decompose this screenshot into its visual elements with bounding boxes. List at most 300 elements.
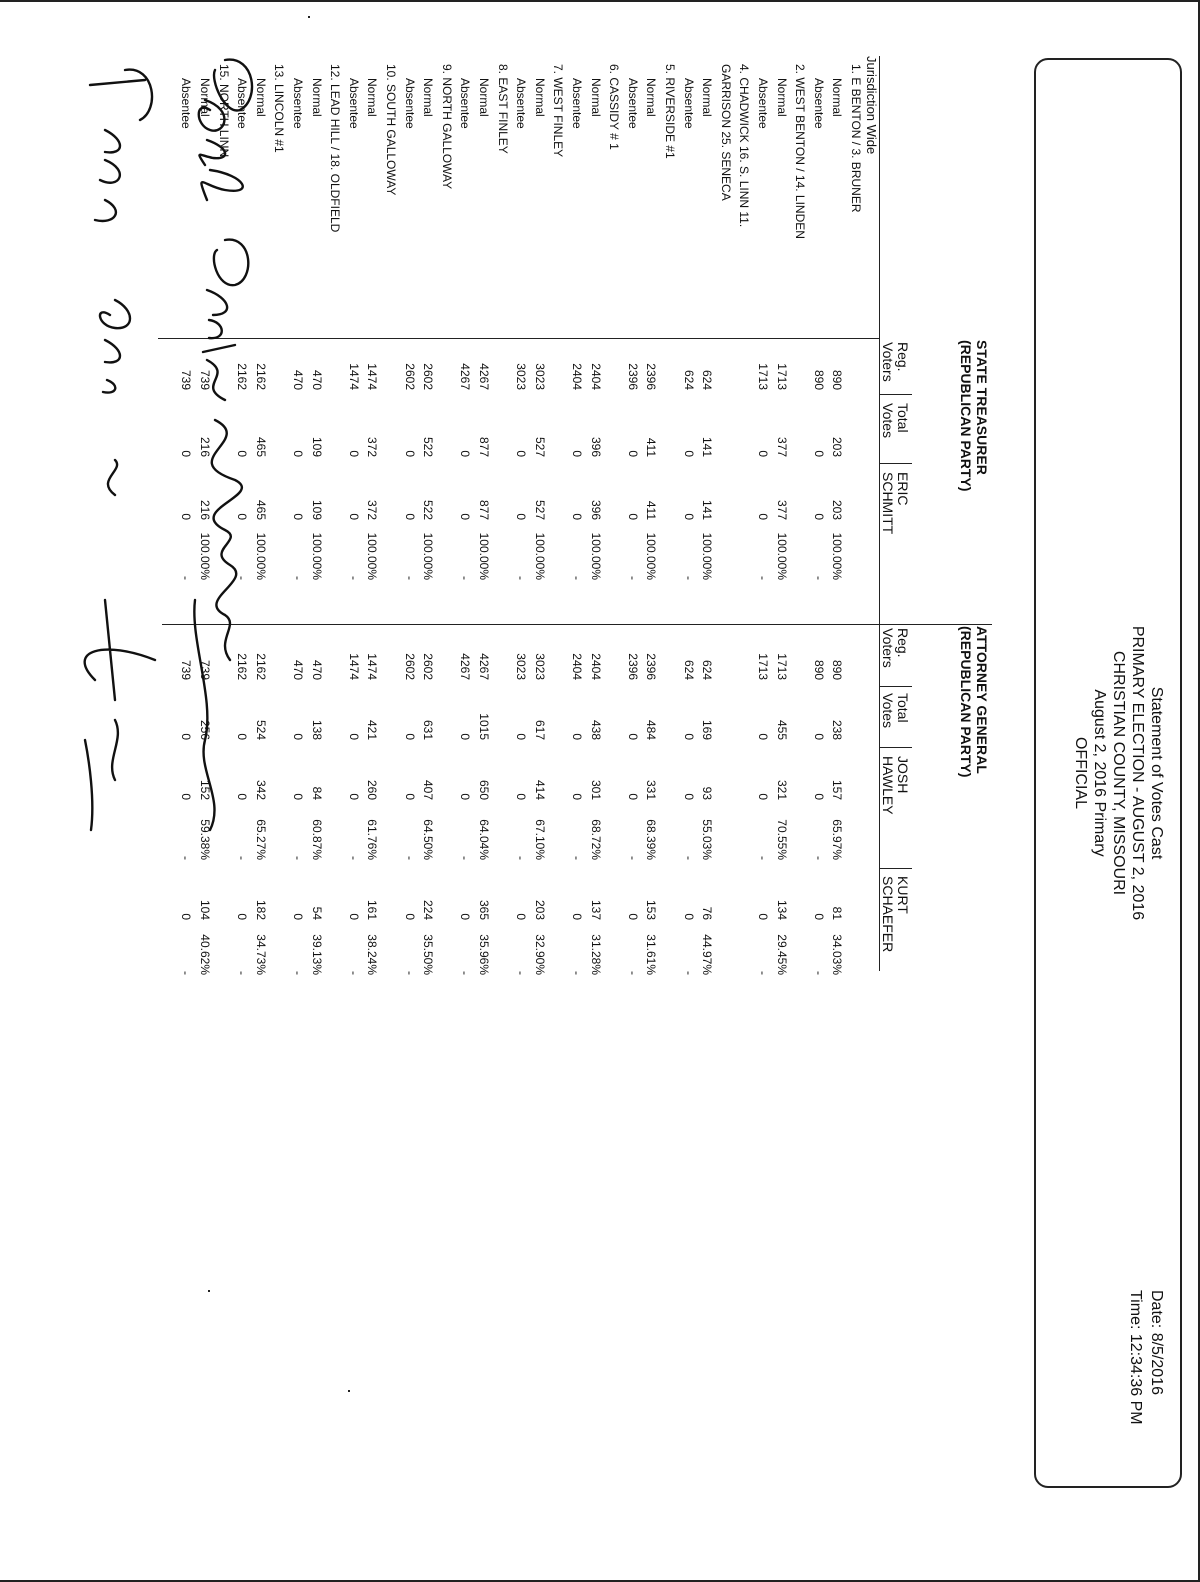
precinct-label: 8. EAST FINLEY: [495, 64, 510, 154]
attorney-general-schaefer-votes-cell: 0: [458, 913, 473, 920]
vote-type-label: Absentee: [625, 78, 640, 129]
header-divider: [880, 747, 912, 748]
attorney-general-schaefer-percent-cell: -: [756, 971, 770, 975]
attorney-general-total-votes-cell: 438: [588, 719, 603, 740]
attorney-general-hawley-votes-cell: 0: [514, 793, 529, 800]
attorney-general-hawley-votes-cell: 407: [421, 779, 436, 800]
attorney-general-hawley-percent-cell: -: [625, 856, 640, 860]
attorney-general-schaefer-percent-cell: -: [402, 971, 417, 975]
attorney-general-hawley-votes-cell: 0: [625, 793, 640, 800]
attorney-general-schaefer-percent-cell: -: [179, 971, 194, 975]
vote-type-label: Normal: [365, 78, 380, 117]
vote-type-label: Normal: [253, 78, 268, 117]
attorney-general-schaefer-votes-cell: 0: [179, 913, 194, 920]
treasurer-candidate-votes-cell: 522: [421, 499, 436, 520]
attorney-general-schaefer-votes-cell: 0: [235, 913, 250, 920]
treasurer-reg-voters-cell: 2162: [253, 363, 268, 390]
treasurer-reg-voters-cell: 4267: [477, 363, 491, 390]
treasurer-candidate-percent-cell: 100.00%: [830, 532, 845, 580]
treasurer-candidate-votes-cell: 0: [514, 513, 529, 520]
attorney-general-hawley-votes-cell: 0: [756, 793, 770, 800]
vote-type-label: Normal: [309, 78, 324, 117]
jurisdiction-wide-label: Jurisdiction Wide: [864, 56, 879, 155]
attorney-general-schaefer-votes-cell: 137: [588, 899, 603, 920]
attorney-general-hawley-percent-cell: -: [811, 856, 826, 860]
attorney-general-schaefer-votes-cell: 0: [681, 913, 696, 920]
treasurer-candidate-votes-cell: 0: [179, 513, 194, 520]
candidate-header-schaefer: KURT SCHAEFER: [880, 876, 911, 953]
attorney-general-total-votes-cell: 1015: [477, 713, 491, 740]
attorney-general-schaefer-percent-cell: 38.24%: [365, 934, 380, 975]
header-divider: [880, 463, 912, 464]
treasurer-reg-voters-cell: 1713: [756, 363, 770, 390]
canvass-signatures: [35, 40, 265, 860]
treasurer-total-votes-cell: 372: [365, 436, 380, 457]
attorney-general-reg-voters-cell: 1713: [756, 653, 770, 680]
treasurer-reg-voters-cell: 3023: [532, 363, 547, 390]
attorney-general-hawley-percent-cell: 65.97%: [830, 819, 845, 860]
treasurer-reg-voters-cell: 2602: [421, 363, 436, 390]
vote-type-label: Absentee: [402, 78, 417, 129]
attorney-general-total-votes-cell: 0: [570, 733, 584, 740]
attorney-general-total-votes-cell: 0: [681, 733, 696, 740]
treasurer-candidate-percent-cell: 100.00%: [198, 532, 212, 580]
treasurer-candidate-votes-cell: 411: [644, 500, 659, 520]
attorney-general-reg-voters-cell: 470: [309, 659, 324, 680]
treasurer-candidate-percent-cell: 100.00%: [365, 532, 380, 580]
attorney-general-schaefer-votes-cell: 104: [198, 899, 212, 920]
attorney-general-schaefer-percent-cell: 34.73%: [253, 934, 268, 975]
treasurer-reg-voters-cell: 739: [179, 369, 194, 390]
treasurer-candidate-percent-cell: 100.00%: [253, 532, 268, 580]
attorney-general-schaefer-percent-cell: 35.96%: [477, 934, 491, 975]
attorney-general-schaefer-percent-cell: 35.50%: [421, 934, 436, 975]
attorney-general-total-votes-cell: 169: [700, 719, 715, 740]
attorney-general-reg-voters-cell: 739: [198, 659, 212, 680]
attorney-general-reg-voters-cell: 2404: [570, 653, 584, 680]
attorney-general-schaefer-votes-cell: 0: [811, 913, 826, 920]
treasurer-candidate-votes-cell: 141: [700, 499, 715, 520]
attorney-general-schaefer-percent-cell: -: [346, 971, 361, 975]
scan-speck: [308, 16, 310, 18]
attorney-general-total-votes-cell: 0: [458, 733, 473, 740]
attorney-general-reg-voters-cell: 2602: [402, 653, 417, 680]
attorney-general-total-votes-cell: 238: [830, 719, 845, 740]
treasurer-total-votes-cell: 0: [756, 450, 770, 457]
attorney-general-reg-voters-cell: 1474: [346, 653, 361, 680]
vote-type-label: Normal: [198, 78, 212, 117]
attorney-general-schaefer-votes-cell: 54: [309, 906, 324, 920]
treasurer-candidate-percent-cell: -: [570, 576, 584, 580]
attorney-general-schaefer-votes-cell: 134: [774, 899, 789, 920]
treasurer-total-votes-cell: 109: [309, 436, 324, 457]
contest-party-attorney-general: (REPUBLICAN PARTY): [958, 626, 974, 778]
treasurer-candidate-votes-cell: 0: [402, 513, 417, 520]
candidate-header-schmitt: ERIC SCHMITT: [880, 472, 911, 535]
treasurer-candidate-percent-cell: 100.00%: [774, 532, 789, 580]
attorney-general-hawley-percent-cell: 59.38%: [198, 819, 212, 860]
attorney-general-hawley-votes-cell: 157: [830, 779, 845, 800]
treasurer-reg-voters-cell: 624: [700, 369, 715, 390]
attorney-general-total-votes-cell: 0: [514, 733, 529, 740]
attorney-general-schaefer-percent-cell: -: [458, 971, 473, 975]
attorney-general-hawley-votes-cell: 0: [291, 793, 305, 800]
treasurer-reg-voters-cell: 4267: [458, 363, 473, 390]
attorney-general-hawley-percent-cell: -: [402, 856, 417, 860]
attorney-general-total-votes-cell: 0: [291, 733, 305, 740]
precinct-label: 15. NORTH LINN: [216, 64, 231, 158]
attorney-general-schaefer-votes-cell: 0: [625, 913, 640, 920]
report-header-box: [1034, 58, 1182, 1488]
county-name: CHRISTIAN COUNTY, MISSOURI: [1110, 650, 1127, 896]
treasurer-candidate-votes-cell: 377: [774, 499, 789, 520]
treasurer-reg-voters-cell: 1474: [346, 363, 361, 390]
vote-type-label: Normal: [774, 78, 789, 117]
treasurer-candidate-percent-cell: 100.00%: [532, 532, 547, 580]
attorney-general-total-votes-cell: 0: [346, 733, 361, 740]
attorney-general-hawley-percent-cell: 68.72%: [588, 819, 603, 860]
contest-party-treasurer: (REPUBLICAN PARTY): [958, 340, 974, 492]
attorney-general-hawley-percent-cell: 64.04%: [477, 819, 491, 860]
treasurer-candidate-votes-cell: 877: [477, 499, 491, 520]
col-reg-voters-header-ag: Reg. Voters: [880, 628, 911, 668]
attorney-general-schaefer-percent-cell: -: [681, 971, 696, 975]
attorney-general-hawley-percent-cell: -: [346, 856, 361, 860]
attorney-general-total-votes-cell: 421: [365, 719, 380, 740]
attorney-general-hawley-votes-cell: 0: [402, 793, 417, 800]
treasurer-reg-voters-cell: 3023: [514, 363, 529, 390]
precinct-label: 13. LINCOLN #1: [272, 64, 287, 153]
treasurer-total-votes-cell: 396: [588, 436, 603, 457]
header-divider: [880, 686, 912, 687]
attorney-general-hawley-votes-cell: 0: [179, 793, 194, 800]
report-time: Time: 12:34:36 PM: [1127, 1290, 1144, 1425]
precinct-label: 10. SOUTH GALLOWAY: [384, 64, 398, 196]
attorney-general-hawley-votes-cell: 0: [458, 793, 473, 800]
attorney-general-schaefer-votes-cell: 0: [514, 913, 529, 920]
treasurer-candidate-votes-cell: 0: [458, 513, 473, 520]
vote-type-label: Absentee: [291, 78, 305, 129]
attorney-general-schaefer-percent-cell: 31.28%: [588, 934, 603, 975]
attorney-general-reg-voters-cell: 2162: [235, 653, 250, 680]
attorney-general-schaefer-votes-cell: 0: [756, 913, 770, 920]
attorney-general-reg-voters-cell: 739: [179, 659, 194, 680]
attorney-general-schaefer-percent-cell: 40.62%: [198, 934, 212, 975]
precinct-label: 5. RIVERSIDE #1: [663, 64, 677, 159]
attorney-general-schaefer-percent-cell: -: [811, 971, 826, 975]
treasurer-candidate-votes-cell: 0: [291, 513, 305, 520]
treasurer-candidate-percent-cell: -: [458, 576, 473, 580]
treasurer-reg-voters-cell: 2404: [570, 363, 584, 390]
attorney-general-total-votes-cell: 138: [309, 719, 324, 740]
attorney-general-schaefer-percent-cell: -: [570, 971, 584, 975]
treasurer-candidate-votes-cell: 0: [235, 513, 250, 520]
attorney-general-hawley-percent-cell: -: [514, 856, 529, 860]
vote-type-label: Normal: [421, 78, 436, 117]
precinct-label: 1. E BENTON / 3. BRUNER: [849, 64, 863, 213]
attorney-general-reg-voters-cell: 2602: [421, 653, 436, 680]
treasurer-candidate-votes-cell: 0: [346, 513, 361, 520]
header-rule: [879, 56, 880, 971]
treasurer-candidate-percent-cell: 100.00%: [309, 532, 324, 580]
attorney-general-schaefer-votes-cell: 182: [253, 899, 268, 920]
vote-type-label: Normal: [477, 78, 491, 117]
treasurer-total-votes-cell: 203: [830, 436, 845, 457]
vote-type-label: Absentee: [681, 78, 696, 129]
treasurer-total-votes-cell: 0: [458, 450, 473, 457]
attorney-general-schaefer-percent-cell: 32.90%: [532, 934, 547, 975]
attorney-general-hawley-percent-cell: 64.50%: [421, 819, 436, 860]
treasurer-total-votes-cell: 0: [402, 450, 417, 457]
vote-type-label: Normal: [532, 78, 547, 117]
treasurer-total-votes-cell: 216: [198, 436, 212, 457]
treasurer-total-votes-cell: 0: [346, 450, 361, 457]
treasurer-candidate-votes-cell: 216: [198, 499, 212, 520]
attorney-general-reg-voters-cell: 4267: [477, 653, 491, 680]
header-divider: [880, 868, 912, 869]
attorney-general-hawley-percent-cell: -: [756, 856, 770, 860]
attorney-general-schaefer-percent-cell: 44.97%: [700, 934, 715, 975]
attorney-general-hawley-percent-cell: 65.27%: [253, 819, 268, 860]
attorney-general-schaefer-votes-cell: 0: [346, 913, 361, 920]
attorney-general-schaefer-votes-cell: 365: [477, 899, 491, 920]
attorney-general-reg-voters-cell: 890: [830, 659, 845, 680]
attorney-general-hawley-votes-cell: 0: [681, 793, 696, 800]
attorney-general-schaefer-votes-cell: 0: [402, 913, 417, 920]
treasurer-reg-voters-cell: 2602: [402, 363, 417, 390]
attorney-general-hawley-percent-cell: -: [681, 856, 696, 860]
treasurer-candidate-votes-cell: 527: [532, 499, 547, 520]
election-date: August 2, 2016 Primary: [1091, 689, 1108, 857]
election-name: PRIMARY ELECTION - AUGUST 2, 2016: [1129, 625, 1146, 921]
attorney-general-hawley-percent-cell: 68.39%: [644, 819, 659, 860]
vote-type-label: Absentee: [458, 78, 473, 129]
treasurer-candidate-percent-cell: -: [514, 576, 529, 580]
vote-type-label: Absentee: [346, 78, 361, 129]
treasurer-candidate-votes-cell: 0: [570, 513, 584, 520]
attorney-general-hawley-votes-cell: 260: [365, 779, 380, 800]
attorney-general-schaefer-votes-cell: 161: [365, 899, 380, 920]
attorney-general-hawley-votes-cell: 152: [198, 779, 212, 800]
attorney-general-hawley-votes-cell: 321: [774, 779, 789, 800]
attorney-general-hawley-votes-cell: 0: [346, 793, 361, 800]
precinct-label: 2. WEST BENTON / 14. LINDEN: [793, 64, 808, 239]
treasurer-total-votes-cell: 0: [570, 450, 584, 457]
attorney-general-total-votes-cell: 455: [774, 719, 789, 740]
treasurer-candidate-percent-cell: -: [625, 576, 640, 580]
attorney-general-total-votes-cell: 0: [402, 733, 417, 740]
vote-type-label: Normal: [830, 78, 845, 117]
treasurer-total-votes-cell: 0: [179, 450, 194, 457]
contest-title-attorney-general: ATTORNEY GENERAL: [974, 626, 990, 774]
candidate-header-hawley: JOSH HAWLEY: [880, 756, 911, 815]
treasurer-reg-voters-cell: 890: [811, 369, 826, 390]
attorney-general-schaefer-percent-cell: -: [291, 971, 305, 975]
official-label: OFFICIAL: [1072, 736, 1089, 809]
col-total-votes-header: Total Votes: [880, 403, 911, 439]
vote-type-label: Normal: [700, 78, 715, 117]
attorney-general-schaefer-percent-cell: 34.03%: [830, 934, 845, 975]
treasurer-total-votes-cell: 0: [811, 450, 826, 457]
scan-speck: [348, 1390, 350, 1392]
treasurer-total-votes-cell: 141: [700, 436, 715, 457]
attorney-general-reg-voters-cell: 1474: [365, 653, 380, 680]
attorney-general-hawley-percent-cell: -: [570, 856, 584, 860]
vote-type-label: Absentee: [514, 78, 529, 129]
treasurer-candidate-percent-cell: -: [681, 576, 696, 580]
treasurer-reg-voters-cell: 470: [309, 369, 324, 390]
attorney-general-reg-voters-cell: 2404: [588, 653, 603, 680]
treasurer-candidate-percent-cell: -: [346, 576, 361, 580]
attorney-general-hawley-votes-cell: 650: [477, 779, 491, 800]
treasurer-candidate-votes-cell: 0: [811, 513, 826, 520]
treasurer-total-votes-cell: 0: [625, 450, 640, 457]
treasurer-reg-voters-cell: 890: [830, 369, 845, 390]
attorney-general-hawley-percent-cell: 70.55%: [774, 819, 789, 860]
treasurer-candidate-percent-cell: -: [179, 576, 194, 580]
attorney-general-hawley-votes-cell: 342: [253, 779, 268, 800]
attorney-general-schaefer-votes-cell: 0: [570, 913, 584, 920]
attorney-general-hawley-percent-cell: 55.03%: [700, 819, 715, 860]
attorney-general-reg-voters-cell: 2396: [644, 653, 659, 680]
treasurer-total-votes-cell: 527: [532, 436, 547, 457]
attorney-general-total-votes-cell: 0: [811, 733, 826, 740]
attorney-general-reg-voters-cell: 4267: [458, 653, 473, 680]
treasurer-candidate-percent-cell: -: [402, 576, 417, 580]
attorney-general-hawley-votes-cell: 414: [532, 779, 547, 800]
attorney-general-total-votes-cell: 524: [253, 719, 268, 740]
attorney-general-total-votes-cell: 0: [625, 733, 640, 740]
attorney-general-schaefer-votes-cell: 81: [830, 906, 845, 920]
attorney-general-total-votes-cell: 0: [179, 733, 194, 740]
treasurer-candidate-votes-cell: 109: [309, 499, 324, 520]
vote-type-label: Absentee: [756, 78, 770, 129]
precinct-label: GARRISON 25. SENECA: [718, 64, 733, 201]
contest-title-treasurer: STATE TREASURER: [974, 340, 990, 475]
treasurer-candidate-percent-cell: -: [811, 576, 826, 580]
attorney-general-schaefer-votes-cell: 224: [421, 899, 436, 920]
treasurer-reg-voters-cell: 1713: [774, 363, 789, 390]
attorney-general-total-votes-cell: 617: [532, 719, 547, 740]
vote-type-label: Absentee: [235, 78, 250, 129]
attorney-general-schaefer-percent-cell: -: [514, 971, 529, 975]
attorney-general-schaefer-votes-cell: 76: [700, 906, 715, 920]
attorney-general-hawley-votes-cell: 331: [644, 779, 659, 800]
vote-type-label: Absentee: [570, 78, 584, 129]
attorney-general-schaefer-votes-cell: 0: [291, 913, 305, 920]
vote-type-label: Absentee: [179, 78, 194, 129]
treasurer-total-votes-cell: 411: [644, 437, 659, 457]
attorney-general-hawley-percent-cell: 67.10%: [532, 819, 547, 860]
attorney-general-reg-voters-cell: 3023: [532, 653, 547, 680]
report-date: Date: 8/5/2016: [1148, 1290, 1165, 1395]
attorney-general-total-votes-cell: 0: [756, 733, 770, 740]
treasurer-candidate-votes-cell: 396: [588, 499, 603, 520]
attorney-general-reg-voters-cell: 2162: [253, 653, 268, 680]
treasurer-candidate-votes-cell: 203: [830, 499, 845, 520]
treasurer-reg-voters-cell: 2404: [588, 363, 603, 390]
attorney-general-total-votes-cell: 0: [235, 733, 250, 740]
treasurer-reg-voters-cell: 2396: [644, 363, 659, 390]
treasurer-total-votes-cell: 522: [421, 436, 436, 457]
attorney-general-schaefer-percent-cell: 31.61%: [644, 934, 659, 975]
treasurer-total-votes-cell: 0: [514, 450, 529, 457]
treasurer-reg-voters-cell: 739: [198, 369, 212, 390]
report-title: Statement of Votes Cast: [1148, 686, 1165, 860]
treasurer-candidate-percent-cell: -: [235, 576, 250, 580]
attorney-general-reg-voters-cell: 624: [681, 659, 696, 680]
treasurer-reg-voters-cell: 1474: [365, 363, 380, 390]
attorney-general-reg-voters-cell: 1713: [774, 653, 789, 680]
treasurer-total-votes-cell: 465: [253, 436, 268, 457]
attorney-general-schaefer-percent-cell: -: [235, 971, 250, 975]
treasurer-total-votes-cell: 377: [774, 436, 789, 457]
attorney-general-reg-voters-cell: 624: [700, 659, 715, 680]
treasurer-total-votes-cell: 0: [291, 450, 305, 457]
attorney-general-hawley-votes-cell: 301: [588, 779, 603, 800]
treasurer-candidate-percent-cell: 100.00%: [700, 532, 715, 580]
attorney-general-reg-voters-cell: 2396: [625, 653, 640, 680]
treasurer-reg-voters-cell: 470: [291, 369, 305, 390]
precinct-label: 6. CASSIDY # 1: [607, 64, 622, 150]
vote-type-label: Normal: [588, 78, 603, 117]
treasurer-candidate-percent-cell: 100.00%: [421, 532, 436, 580]
attorney-general-hawley-percent-cell: -: [291, 856, 305, 860]
attorney-general-schaefer-percent-cell: 39.13%: [309, 934, 324, 975]
vote-type-label: Absentee: [811, 78, 826, 129]
col-reg-voters-header: Reg. Voters: [880, 342, 911, 382]
scan-speck: [208, 1290, 210, 1292]
attorney-general-schaefer-votes-cell: 203: [532, 899, 547, 920]
treasurer-candidate-percent-cell: 100.00%: [477, 532, 491, 580]
header-divider: [880, 394, 912, 395]
treasurer-total-votes-cell: 877: [477, 436, 491, 457]
treasurer-candidate-percent-cell: -: [756, 576, 770, 580]
precinct-label: 4. CHADWICK 16. S. LINN 11.: [737, 64, 752, 228]
attorney-general-schaefer-percent-cell: -: [625, 971, 640, 975]
attorney-general-hawley-percent-cell: -: [458, 856, 473, 860]
treasurer-candidate-votes-cell: 465: [253, 499, 268, 520]
precinct-label: 7. WEST FINLEY: [551, 64, 566, 158]
attorney-general-hawley-percent-cell: 61.76%: [365, 819, 380, 860]
attorney-general-hawley-percent-cell: -: [235, 856, 250, 860]
treasurer-candidate-votes-cell: 372: [365, 499, 380, 520]
treasurer-reg-voters-cell: 2396: [625, 363, 640, 390]
attorney-general-total-votes-cell: 484: [644, 719, 659, 740]
treasurer-total-votes-cell: 0: [235, 450, 250, 457]
col-total-votes-header-ag: Total Votes: [880, 693, 911, 729]
attorney-general-hawley-votes-cell: 84: [309, 786, 324, 800]
attorney-general-hawley-percent-cell: -: [179, 856, 194, 860]
attorney-general-reg-voters-cell: 470: [291, 659, 305, 680]
treasurer-candidate-percent-cell: 100.00%: [644, 532, 659, 580]
treasurer-candidate-percent-cell: -: [291, 576, 305, 580]
treasurer-candidate-votes-cell: 0: [756, 513, 770, 520]
attorney-general-total-votes-cell: 256: [198, 719, 212, 740]
attorney-general-hawley-votes-cell: 0: [811, 793, 826, 800]
treasurer-candidate-votes-cell: 0: [681, 513, 696, 520]
treasurer-total-votes-cell: 0: [681, 450, 696, 457]
precinct-label: 12. LEAD HILL / 18. OLDFIELD: [328, 64, 343, 233]
treasurer-reg-voters-cell: 2162: [235, 363, 250, 390]
treasurer-reg-voters-cell: 624: [681, 369, 696, 390]
attorney-general-schaefer-percent-cell: 29.45%: [774, 934, 789, 975]
vote-type-label: Normal: [644, 78, 659, 117]
attorney-general-reg-voters-cell: 3023: [514, 653, 529, 680]
attorney-general-schaefer-votes-cell: 153: [644, 899, 659, 920]
treasurer-candidate-percent-cell: 100.00%: [588, 532, 603, 580]
attorney-general-total-votes-cell: 631: [421, 719, 436, 740]
